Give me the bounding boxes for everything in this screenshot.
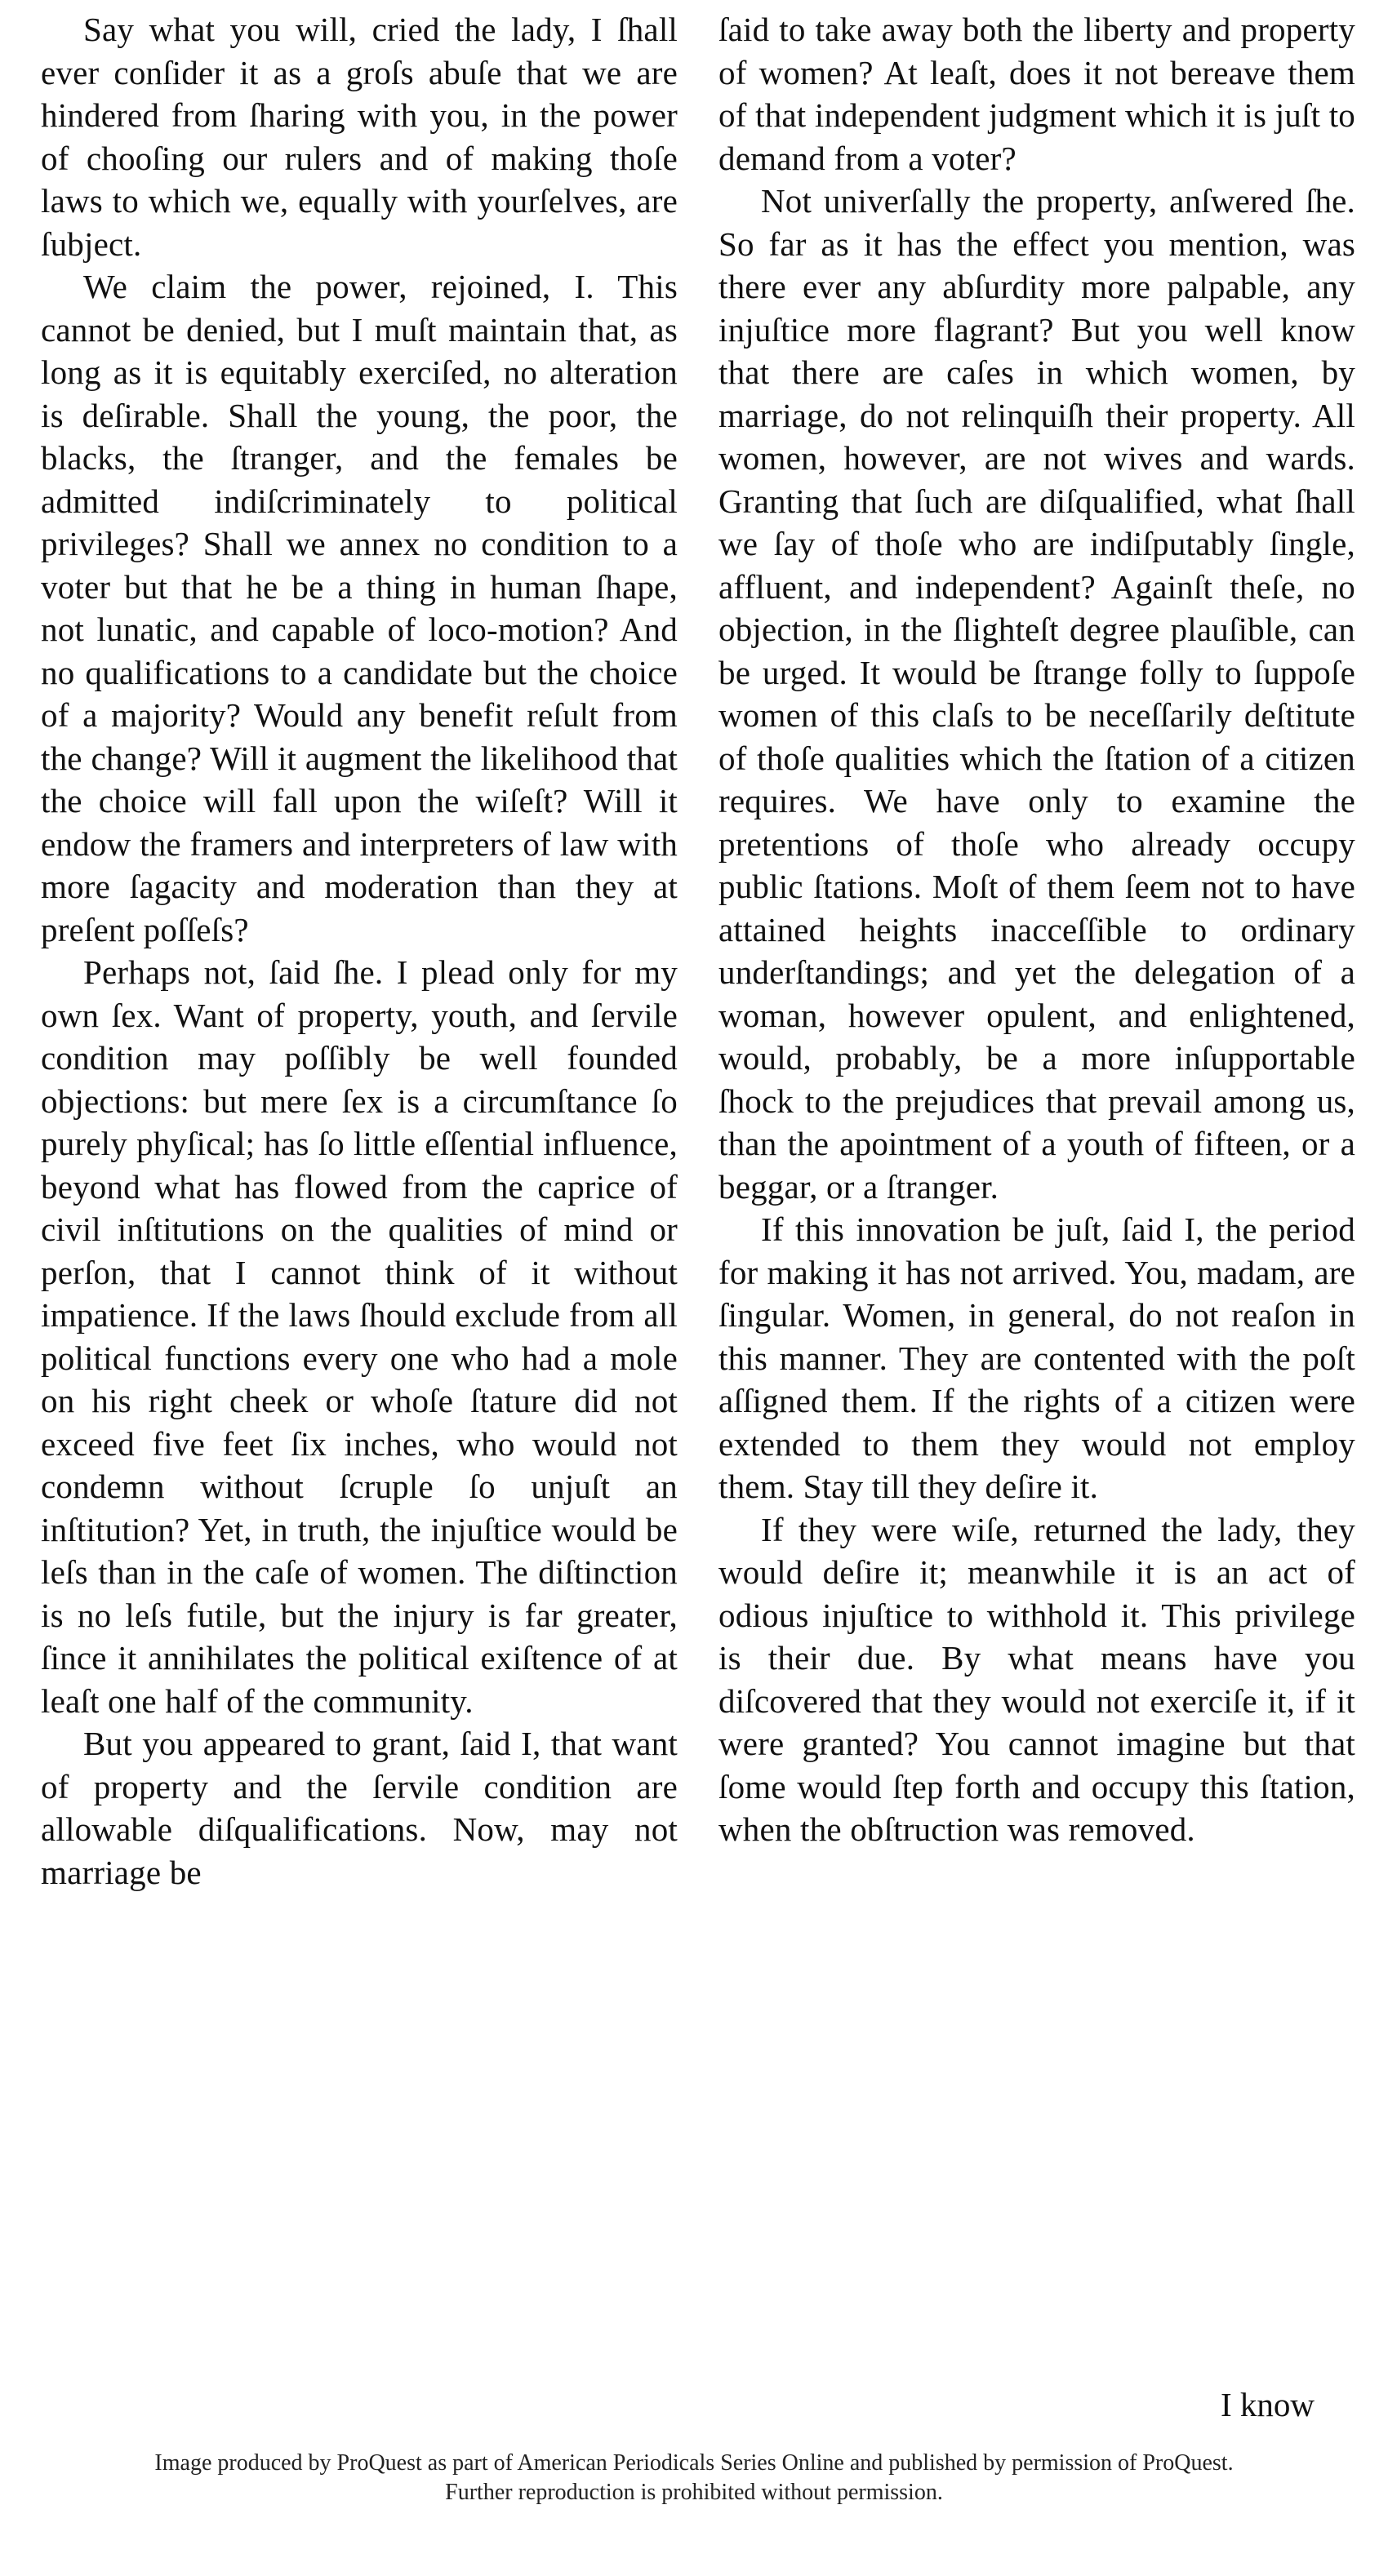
paragraph: ſaid to take away both the liberty and property of women? At leaſt, does it not bereave them of that independent judgment which it is juſt to demand from a voter? — [718, 11, 1355, 177]
paragraph: Not univerſally the property, anſwered ſhe. So far as it has the effect you mention, was there ever any abſurdity more palpable, any injuſtice more flagrant? But you well know that there are caſes in which women, by marriage, do not relinquiſh their property. All women, however, are not wives and wards. Granting that ſuch are diſqualified, what ſhall we ſay of thoſe who are indiſputably ſingle, affluent, and independent? Againſt theſe, no objection, in the ſlighteſt degree plauſible, can be urged. It would be ſtrange folly to ſuppoſe women of this claſs to be neceſſarily deſtitute of thoſe qualities which the ſtation of a citizen requires. We have only to examine the pretentions of thoſe who already occupy public ſtations. Moſt of them ſeem not to have attained heights inacceſſible to ordinary underſtandings; and yet the delegation of a woman, however opulent, and enlightened, would, probably, be a more inſupportable ſhock to the prejudices that prevail among us, than the apointment of a youth of fifteen, or a beggar, or a ſtranger. — [718, 182, 1355, 1206]
paragraph: Say what you will, cried the lady, I ſhall ever conſider it as a groſs abuſe that we are hindered from ſharing with you, in the power of chooſing our rulers and of making thoſe laws to which we, equally with yourſelves, are ſubject. — [41, 11, 678, 263]
paragraph: Perhaps not, ſaid ſhe. I plead only for my own ſex. Want of property, youth, and ſervile condition may poſſibly be well founded objections: but mere ſex is a circumſtance ſo purely phyſical; has ſo little eſſential influence, beyond what has flowed from the caprice of civil inſtitutions on the qualities of mind or perſon, that I cannot think of it without impatience. If the laws ſhould exclude from all political functions every one who had a mole on his right cheek or whoſe ſtature did not exceed five feet ſix inches, who would not condemn without ſcruple ſo unjuſt an inſtitution? Yet, in truth, the injuſtice would be leſs than in the caſe of women. The diſtinction is no leſs futile, but the injury is far greater, ſince it annihilates the political exiſtence of at leaſt one half of the community. — [41, 953, 678, 1720]
article-body — [41, 8, 1355, 2392]
right-column — [718, 8, 1355, 2392]
paragraph: If this innovation be juſt, ſaid I, the period for making it has not arrived. You, madam, are ſingular. Women, in general, do not reaſon in this manner. They are contented with the poſt aſſigned them. If the rights of a citizen were extended to them they would not employ them. Stay till they deſire it. — [718, 1210, 1355, 1505]
footer-line: Image produced by ProQuest as part of American Periodicals Series Online and published by permission of ProQuest. — [154, 2450, 1234, 2476]
catchword: I know — [1220, 2386, 1315, 2423]
paragraph: We claim the power, rejoined, I. This cannot be denied, but I muſt maintain that, as long as it is equitably exerciſed, no alteration is deſirable. Shall the young, the poor, the blacks, the ſtranger, and the females be admitted indiſcriminately to political privileges? Shall we annex no condition to a voter but that he be a thing in human ſhape, not lunatic, and capable of loco-motion? And no qualifications to a candidate but the choice of a majority? Would any benefit reſult from the change? Will it augment the likelihood that the choice will fall upon the wiſeſt? Will it endow the framers and interpreters of law with more ſagacity and moderation than they at preſent poſſeſs? — [41, 268, 678, 948]
paragraph: If they were wiſe, returned the lady, they would deſire it; meanwhile it is an act of odious injuſtice to withhold it. This privilege is their due. By what means have you diſcovered that they would not exerciſe it, if it were granted? You cannot imagine but that ſome would ſtep forth and occupy this ſtation, when the obſtruction was removed. — [718, 1510, 1355, 1848]
copyright-footer — [0, 2449, 1388, 2507]
footer-line: Further reproduction is prohibited without permission. — [445, 2480, 943, 2505]
left-column — [41, 8, 678, 2392]
paragraph: But you appeared to grant, ſaid I, that want of property and the ſervile condition are allowable diſqualifications. Now, may not marriage be — [41, 1725, 678, 1891]
